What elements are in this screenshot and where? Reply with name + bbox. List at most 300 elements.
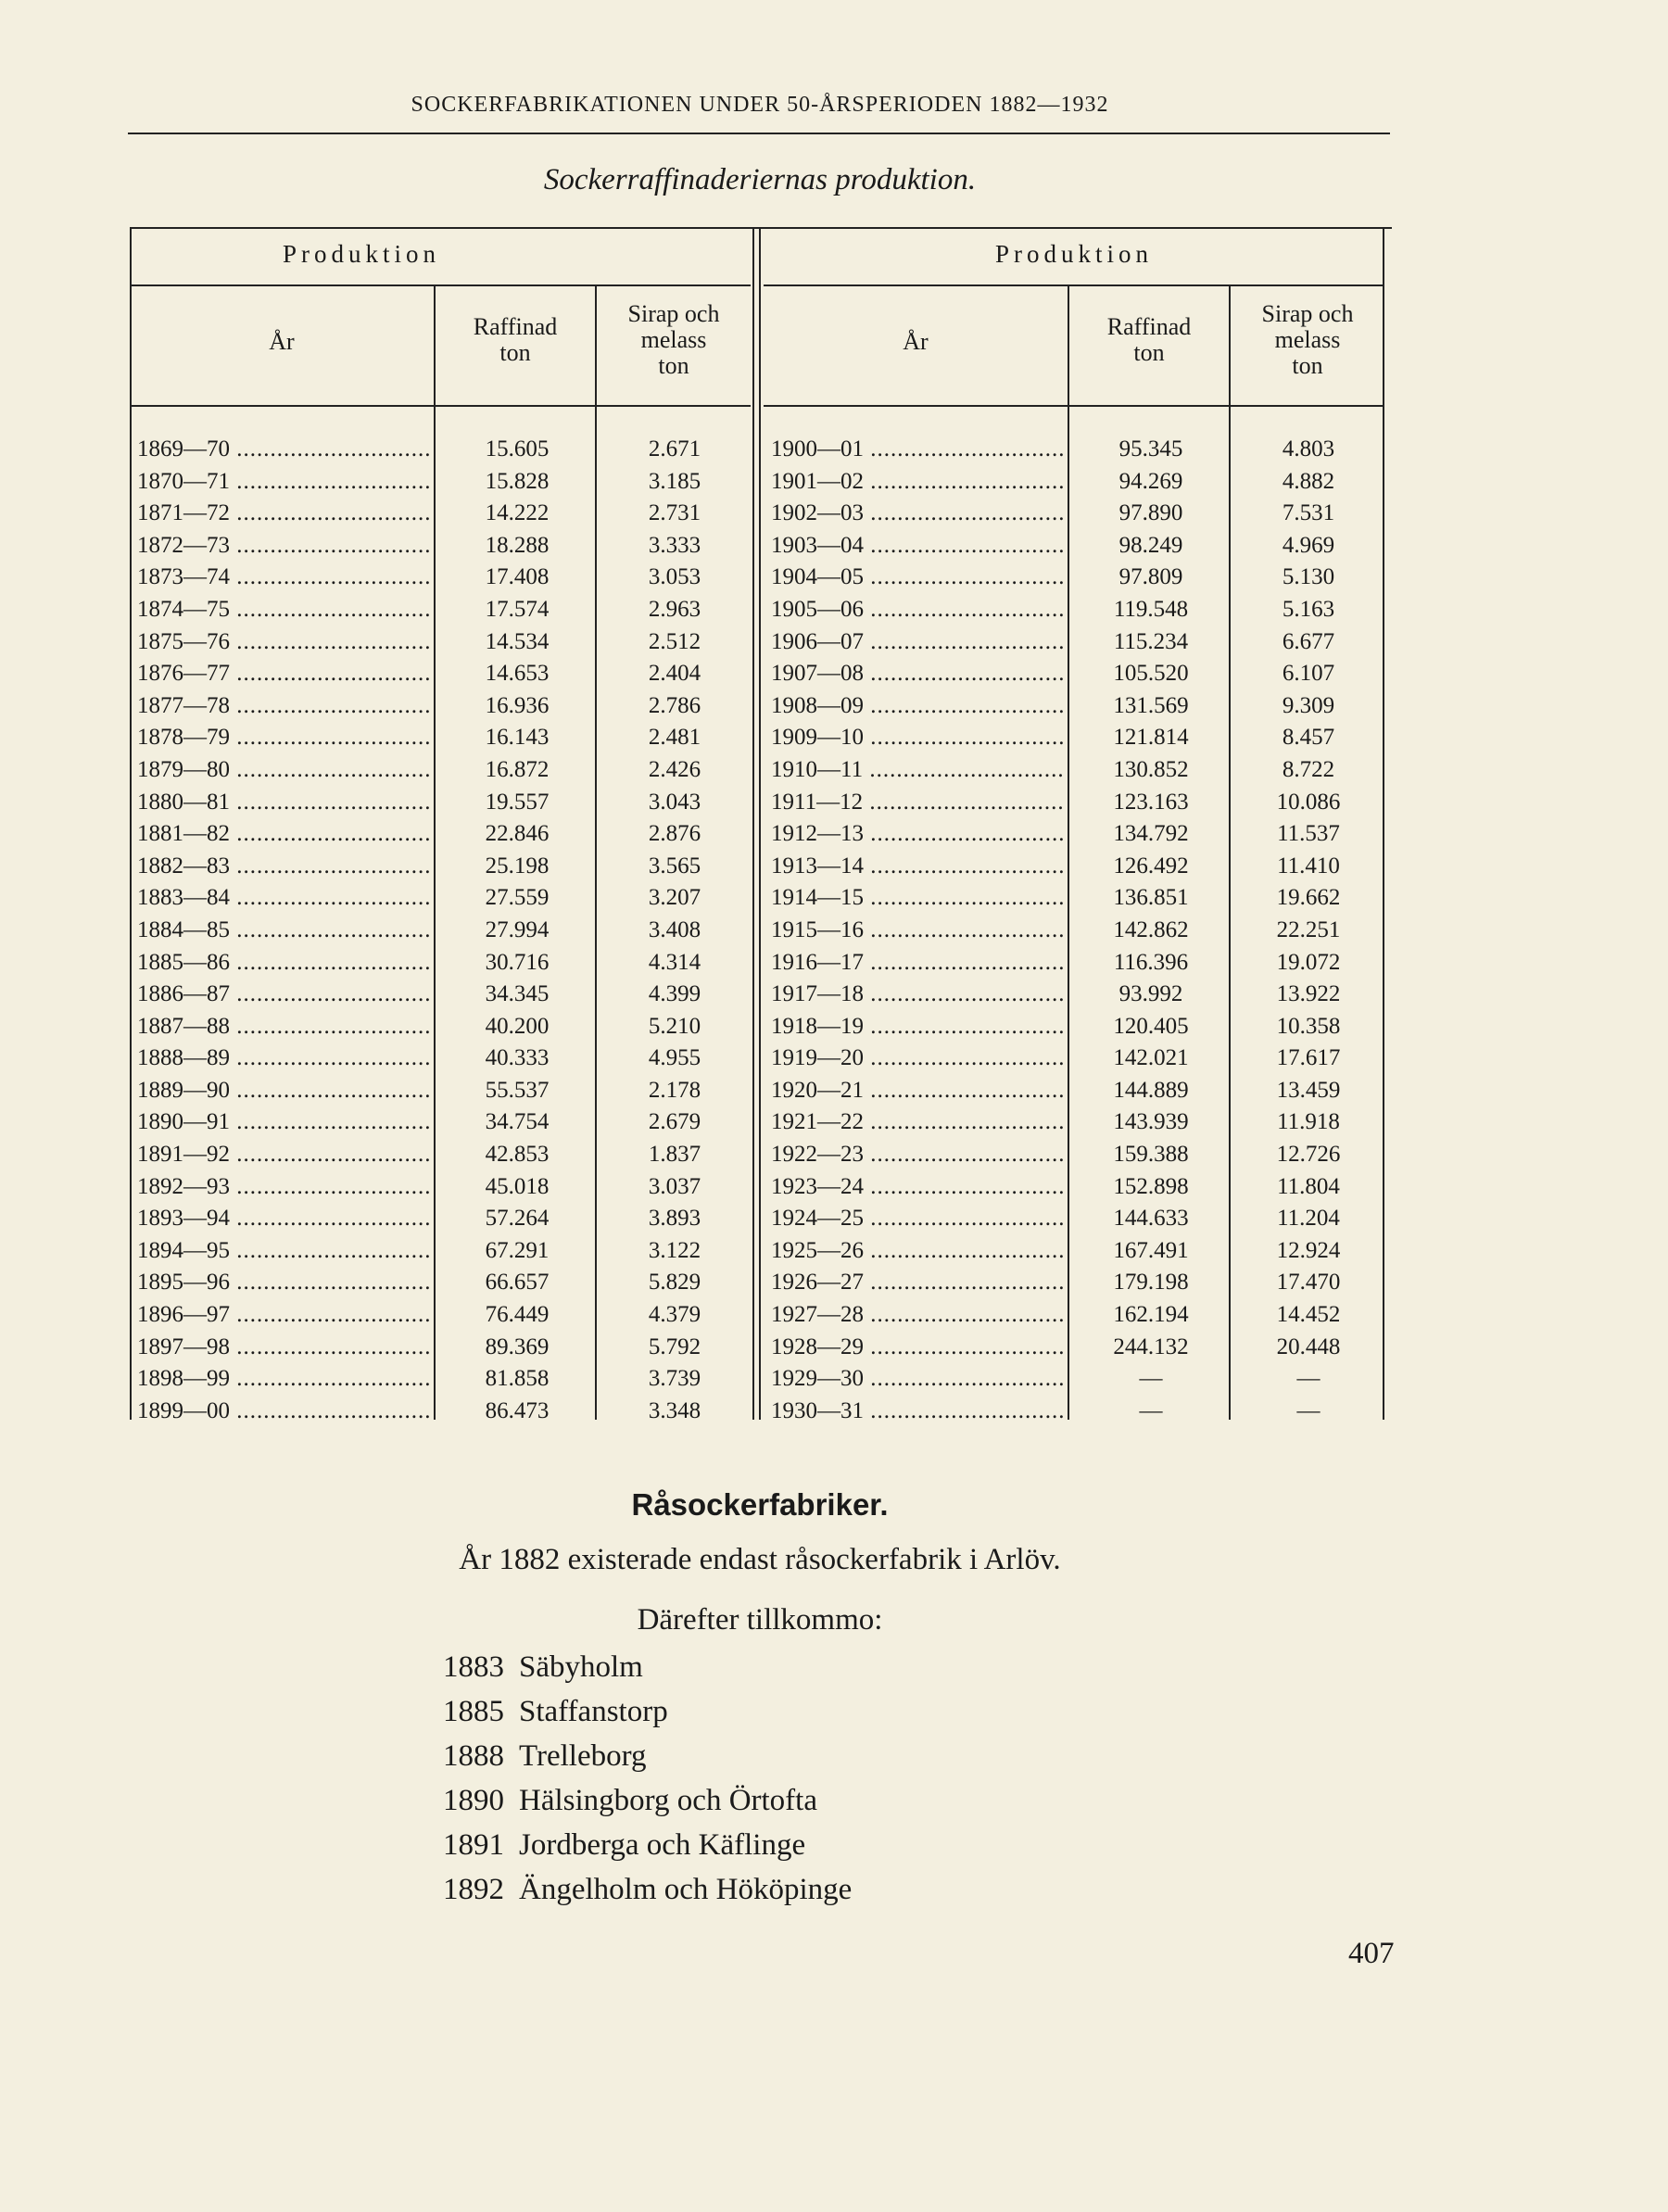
raffinad-cell: 142.021 — [1113, 1045, 1189, 1071]
table-center-rule-b — [759, 227, 761, 1420]
raffinad-cell: 67.291 — [485, 1237, 550, 1263]
sirap-cell: 17.470 — [1276, 1270, 1341, 1296]
factory-name: Ängelholm och Hököpinge — [519, 1873, 853, 1906]
table-row — [764, 1234, 1384, 1267]
right-group-rule — [764, 284, 1384, 286]
table-row — [764, 1298, 1384, 1331]
raffinad-cell: 144.889 — [1113, 1077, 1189, 1103]
table-row — [130, 1202, 751, 1234]
table-row — [764, 1331, 1384, 1363]
year-cell: 1917—18 ..... — [771, 981, 1063, 1007]
sirap-cell: 11.804 — [1277, 1173, 1340, 1199]
sirap-cell: 5.829 — [648, 1270, 701, 1296]
table-row — [764, 1010, 1384, 1043]
sirap-cell: 12.726 — [1276, 1142, 1341, 1168]
sirap-cell: 2.963 — [648, 596, 701, 622]
year-cell: 1872—73 ..... — [137, 533, 429, 559]
raffinad-cell: 116.396 — [1113, 949, 1189, 975]
table-row — [130, 721, 751, 753]
table-row — [764, 1395, 1384, 1427]
sirap-cell: 2.481 — [648, 725, 701, 751]
raffinad-cell: 42.853 — [485, 1142, 550, 1168]
sirap-cell: 11.410 — [1277, 853, 1340, 878]
sirap-cell: 3.408 — [648, 916, 701, 942]
table-row — [130, 529, 751, 562]
sirap-cell: 12.924 — [1276, 1237, 1341, 1263]
sirap-cell: — — [1296, 1366, 1320, 1392]
raffinad-cell: 55.537 — [485, 1077, 550, 1103]
year-cell: 1914—15 ..... — [771, 885, 1063, 911]
raffinad-cell: 97.890 — [1118, 500, 1183, 526]
year-cell: 1910—11 ..... — [771, 757, 1063, 783]
year-cell: 1921—22 ..... — [771, 1109, 1063, 1135]
sirap-cell: 5.130 — [1282, 564, 1335, 590]
sirap-cell: 3.739 — [648, 1366, 701, 1392]
raffinad-cell: 115.234 — [1113, 628, 1189, 654]
year-cell: 1916—17 ..... — [771, 950, 1063, 976]
table-row — [130, 946, 751, 979]
year-cell: 1879—80 ..... — [137, 757, 429, 783]
year-cell: 1928—29 ..... — [771, 1334, 1063, 1360]
year-cell: 1880—81 ..... — [137, 790, 429, 815]
left-sirap-header — [597, 301, 751, 379]
table-row — [130, 1074, 751, 1106]
sirap-cell: 4.803 — [1282, 436, 1335, 461]
year-cell: 1929—30 ..... — [771, 1366, 1063, 1392]
table-row — [130, 786, 751, 818]
table-center-rule-a — [752, 227, 754, 1420]
sirap-cell: 11.918 — [1277, 1109, 1340, 1135]
sirap-cell: — — [1296, 1397, 1320, 1423]
year-cell: 1915—16 ..... — [771, 917, 1063, 943]
factory-name: Trelleborg — [519, 1739, 647, 1773]
raffinad-cell: 45.018 — [485, 1173, 550, 1199]
year-cell: 1884—85 ..... — [137, 917, 429, 943]
sirap-cell: 3.053 — [648, 564, 701, 590]
year-cell: 1886—87 ..... — [137, 981, 429, 1007]
raffinad-cell: 95.345 — [1118, 436, 1183, 461]
year-cell: 1875—76 ..... — [137, 629, 429, 655]
table-row — [130, 1298, 751, 1331]
raffinad-cell: 40.333 — [485, 1045, 550, 1071]
table-title: Sockerraffinaderiernas produktion. — [543, 163, 977, 196]
year-cell: 1902—03 ..... — [771, 500, 1063, 526]
factory-list — [443, 1645, 1277, 1912]
year-cell: 1930—31 ..... — [771, 1398, 1063, 1424]
sirap-header-line-2: melass — [1274, 326, 1341, 353]
raffinad-cell: 15.605 — [485, 436, 550, 461]
year-cell: 1909—10 ..... — [771, 725, 1063, 751]
table-row — [764, 914, 1384, 946]
year-cell: 1908—09 ..... — [771, 693, 1063, 719]
raffinad-cell: 136.851 — [1113, 885, 1189, 911]
year-cell: 1883—84 ..... — [137, 885, 429, 911]
raffinad-cell: 120.405 — [1113, 1013, 1189, 1039]
raffinad-cell: 105.520 — [1113, 661, 1189, 687]
left-year-header: År — [269, 328, 295, 355]
sirap-cell: 4.314 — [648, 949, 701, 975]
sirap-cell: 22.251 — [1276, 916, 1341, 942]
table-row — [764, 721, 1384, 753]
raffinad-header-line: Raffinad — [473, 313, 558, 340]
year-cell: 1912—13 ..... — [771, 821, 1063, 847]
sirap-cell: 3.207 — [648, 885, 701, 911]
table-row — [130, 1266, 751, 1298]
raffinad-cell: 179.198 — [1113, 1270, 1189, 1296]
raffinad-cell: 81.858 — [485, 1366, 550, 1392]
raffinad-cell: 121.814 — [1113, 725, 1189, 751]
raffinad-cell: 22.846 — [485, 821, 550, 847]
raffinad-cell: 159.388 — [1113, 1142, 1189, 1168]
raffinad-cell: 16.872 — [485, 756, 550, 782]
raffinad-cell: 15.828 — [485, 468, 550, 494]
factory-item — [443, 1823, 1277, 1867]
sirap-cell: 13.459 — [1276, 1077, 1341, 1103]
raffinad-cell: 93.992 — [1118, 981, 1183, 1007]
raffinad-cell: 131.569 — [1113, 692, 1189, 718]
table-row — [764, 657, 1384, 689]
table-row — [764, 529, 1384, 562]
factory-year: 1883 — [443, 1650, 504, 1684]
right-year-header: År — [903, 328, 929, 355]
year-cell: 1906—07 ..... — [771, 629, 1063, 655]
table-row — [764, 850, 1384, 882]
raffinad-unit-line: ton — [1133, 339, 1165, 366]
sirap-cell: 2.876 — [648, 821, 701, 847]
factory-name: Staffanstorp — [519, 1695, 668, 1728]
right-sirap-header — [1231, 301, 1384, 379]
raffinad-cell: 57.264 — [485, 1206, 550, 1232]
sirap-cell: 3.565 — [648, 853, 701, 878]
raffinad-cell: 152.898 — [1113, 1173, 1189, 1199]
table-row — [764, 1106, 1384, 1138]
raffinad-cell: 34.754 — [485, 1109, 550, 1135]
table-row — [130, 1234, 751, 1267]
raffinad-cell: 144.633 — [1113, 1206, 1189, 1232]
table-row — [130, 1010, 751, 1043]
raffinad-cell: 40.200 — [485, 1013, 550, 1039]
table-row — [764, 1042, 1384, 1074]
year-cell: 1926—27 ..... — [771, 1270, 1063, 1296]
sirap-cell: 10.358 — [1276, 1013, 1341, 1039]
sirap-cell: 3.893 — [648, 1206, 701, 1232]
year-cell: 1882—83 ..... — [137, 853, 429, 879]
raffinad-cell: 27.994 — [485, 916, 550, 942]
raffinad-cell: 14.534 — [485, 628, 550, 654]
sirap-cell: 3.122 — [648, 1237, 701, 1263]
year-cell: 1894—95 ..... — [137, 1238, 429, 1264]
table-row — [130, 593, 751, 626]
left-production-header: Produktion — [282, 240, 440, 268]
table-row — [764, 593, 1384, 626]
sirap-cell: 19.662 — [1276, 885, 1341, 911]
raffinad-cell: 162.194 — [1113, 1302, 1189, 1328]
factory-name: Säbyholm — [519, 1650, 643, 1684]
table-left-half — [130, 227, 751, 1423]
sirap-cell: 14.452 — [1276, 1302, 1341, 1328]
raffinad-cell: 17.574 — [485, 596, 550, 622]
raffinad-cell: 76.449 — [485, 1302, 550, 1328]
year-cell: 1888—89 ..... — [137, 1045, 429, 1071]
sirap-cell: 20.448 — [1276, 1334, 1341, 1359]
year-cell: 1919—20 ..... — [771, 1045, 1063, 1071]
raffinad-cell: 16.936 — [485, 692, 550, 718]
right-data-rows — [764, 433, 1384, 1426]
sirap-cell: 5.163 — [1282, 596, 1335, 622]
table-row — [130, 881, 751, 914]
sirap-unit-line: ton — [1292, 352, 1323, 379]
sirap-cell: 9.309 — [1282, 692, 1335, 718]
sirap-cell: 5.792 — [648, 1334, 701, 1359]
factory-year: 1891 — [443, 1828, 504, 1862]
raffinad-cell: 19.557 — [485, 789, 550, 815]
factory-item — [443, 1645, 1277, 1689]
year-cell: 1893—94 ..... — [137, 1206, 429, 1232]
year-cell: 1892—93 ..... — [137, 1174, 429, 1200]
running-head: SOCKERFABRIKATIONEN UNDER 50-ÅRSPERIODEN 1882—1932 — [411, 93, 1109, 117]
raffinad-cell: 130.852 — [1113, 756, 1189, 782]
raffinad-unit-line: ton — [499, 339, 531, 366]
table-row — [130, 1138, 751, 1170]
raffinad-cell: 18.288 — [485, 532, 550, 558]
table-row — [130, 1106, 751, 1138]
table-row — [130, 626, 751, 658]
sirap-cell: 11.537 — [1277, 821, 1340, 847]
sirap-cell: 6.107 — [1282, 661, 1335, 687]
raffinad-cell: 25.198 — [485, 853, 550, 878]
year-cell: 1891—92 ..... — [137, 1142, 429, 1168]
left-group-rule — [130, 284, 751, 286]
then-text: Därefter tillkommo: — [637, 1603, 883, 1637]
raffinad-cell: 97.809 — [1118, 564, 1183, 590]
table-row — [130, 497, 751, 529]
table-row — [130, 1395, 751, 1427]
table-row — [764, 497, 1384, 529]
raffinad-header-line: Raffinad — [1106, 313, 1192, 340]
factory-item — [443, 1867, 1277, 1912]
factory-item — [443, 1689, 1277, 1734]
raffinad-cell: — — [1139, 1397, 1163, 1423]
sirap-cell: 17.617 — [1276, 1045, 1341, 1071]
right-production-header: Produktion — [994, 240, 1153, 268]
sirap-cell: 4.969 — [1282, 532, 1335, 558]
year-cell: 1904—05 ..... — [771, 564, 1063, 590]
factory-name: Jordberga och Käflinge — [519, 1828, 806, 1862]
factory-year: 1888 — [443, 1739, 504, 1773]
year-cell: 1918—19 ..... — [771, 1014, 1063, 1040]
sirap-cell: 4.955 — [648, 1045, 701, 1071]
year-cell: 1898—99 ..... — [137, 1366, 429, 1392]
sirap-cell: 2.426 — [648, 756, 701, 782]
year-cell: 1885—86 ..... — [137, 950, 429, 976]
year-cell: 1876—77 ..... — [137, 661, 429, 687]
sirap-cell: 8.722 — [1282, 756, 1335, 782]
table-row — [764, 465, 1384, 498]
raffinad-cell: 119.548 — [1113, 596, 1189, 622]
year-cell: 1897—98 ..... — [137, 1334, 429, 1360]
year-cell: 1905—06 ..... — [771, 597, 1063, 623]
sirap-cell: 4.399 — [648, 981, 701, 1007]
table-row — [130, 914, 751, 946]
year-cell: 1907—08 ..... — [771, 661, 1063, 687]
sirap-cell: 2.786 — [648, 692, 701, 718]
factory-item — [443, 1734, 1277, 1778]
raffinad-cell: 123.163 — [1113, 789, 1189, 815]
table-row — [130, 433, 751, 465]
factory-year: 1885 — [443, 1695, 504, 1728]
raffinad-cell: — — [1139, 1366, 1163, 1392]
table-row — [130, 1362, 751, 1395]
table-row — [130, 657, 751, 689]
sirap-cell: 11.204 — [1277, 1206, 1340, 1232]
table-row — [130, 465, 751, 498]
table-row — [764, 1170, 1384, 1203]
raffinad-cell: 98.249 — [1118, 532, 1183, 558]
sirap-cell: 2.679 — [648, 1109, 701, 1135]
raffinad-cell: 27.559 — [485, 885, 550, 911]
year-cell: 1889—90 ..... — [137, 1078, 429, 1104]
sirap-cell: 2.512 — [648, 628, 701, 654]
table-row — [764, 433, 1384, 465]
year-cell: 1922—23 ..... — [771, 1142, 1063, 1168]
raffinad-cell: 89.369 — [485, 1334, 550, 1359]
section-title: Råsockerfabriker. — [631, 1487, 889, 1522]
raffinad-cell: 66.657 — [485, 1270, 550, 1296]
year-cell: 1924—25 ..... — [771, 1206, 1063, 1232]
sirap-cell: 10.086 — [1276, 789, 1341, 815]
table-row — [764, 1266, 1384, 1298]
year-cell: 1903—04 ..... — [771, 533, 1063, 559]
sirap-cell: 2.178 — [648, 1077, 701, 1103]
sirap-cell: 3.043 — [648, 789, 701, 815]
sirap-cell: 19.072 — [1276, 949, 1341, 975]
year-cell: 1873—74 ..... — [137, 564, 429, 590]
factory-year: 1890 — [443, 1784, 504, 1817]
table-row — [764, 946, 1384, 979]
table-row — [764, 753, 1384, 786]
year-cell: 1869—70 ..... — [137, 436, 429, 462]
sirap-cell: 6.677 — [1282, 628, 1335, 654]
sirap-cell: 3.037 — [648, 1173, 701, 1199]
sirap-cell: 2.731 — [648, 500, 701, 526]
table-row — [764, 786, 1384, 818]
raffinad-cell: 30.716 — [485, 949, 550, 975]
table-right-half — [764, 227, 1384, 1423]
table-row — [764, 689, 1384, 722]
raffinad-cell: 86.473 — [485, 1397, 550, 1423]
year-cell: 1911—12 ..... — [771, 790, 1063, 815]
left-raffinad-header — [436, 314, 595, 366]
right-header-rule — [764, 405, 1384, 407]
sirap-unit-line: ton — [658, 352, 689, 379]
table-row — [764, 817, 1384, 850]
raffinad-cell: 94.269 — [1118, 468, 1183, 494]
raffinad-cell: 14.222 — [485, 500, 550, 526]
intro-text: År 1882 existerade endast råsockerfabrik i Arlöv. — [459, 1543, 1061, 1576]
sirap-header-line-2: melass — [640, 326, 707, 353]
table-row — [130, 753, 751, 786]
raffinad-cell: 17.408 — [485, 564, 550, 590]
table-row — [130, 1170, 751, 1203]
year-cell: 1874—75 ..... — [137, 597, 429, 623]
sirap-header-line-1: Sirap och — [627, 300, 720, 327]
year-cell: 1887—88 ..... — [137, 1014, 429, 1040]
year-cell: 1920—21 ..... — [771, 1078, 1063, 1104]
table-row — [764, 881, 1384, 914]
raffinad-cell: 143.939 — [1113, 1109, 1189, 1135]
raffinad-cell: 142.862 — [1113, 916, 1189, 942]
year-cell: 1896—97 ..... — [137, 1302, 429, 1328]
raffinad-cell: 167.491 — [1113, 1237, 1189, 1263]
table-row — [764, 561, 1384, 593]
year-cell: 1877—78 ..... — [137, 693, 429, 719]
right-raffinad-header — [1069, 314, 1229, 366]
sirap-cell: 2.404 — [648, 661, 701, 687]
year-cell: 1901—02 ..... — [771, 469, 1063, 495]
sirap-cell: 7.531 — [1282, 500, 1335, 526]
table-row — [764, 1362, 1384, 1395]
year-cell: 1927—28 ..... — [771, 1302, 1063, 1328]
raffinad-cell: 134.792 — [1113, 821, 1189, 847]
raffinad-cell: 126.492 — [1113, 853, 1189, 878]
table-row — [764, 626, 1384, 658]
sirap-cell: 1.837 — [648, 1142, 701, 1168]
table-row — [130, 1042, 751, 1074]
raffinad-cell: 244.132 — [1113, 1334, 1189, 1359]
factory-item — [443, 1778, 1277, 1823]
year-cell: 1925—26 ..... — [771, 1238, 1063, 1264]
year-cell: 1890—91 ..... — [137, 1109, 429, 1135]
sirap-cell: 4.882 — [1282, 468, 1335, 494]
table-row — [130, 1331, 751, 1363]
table-row — [764, 978, 1384, 1010]
table-row — [130, 561, 751, 593]
sirap-cell: 3.348 — [648, 1397, 701, 1423]
sirap-cell: 2.671 — [648, 436, 701, 461]
production-table — [130, 227, 1392, 1423]
year-cell: 1895—96 ..... — [137, 1270, 429, 1296]
page-number: 407 — [1348, 1937, 1395, 1970]
table-row — [130, 817, 751, 850]
sirap-cell: 5.210 — [648, 1013, 701, 1039]
sirap-cell: 13.922 — [1276, 981, 1341, 1007]
table-row — [764, 1074, 1384, 1106]
year-cell: 1913—14 ..... — [771, 853, 1063, 879]
factory-year: 1892 — [443, 1873, 504, 1906]
left-data-rows — [130, 433, 751, 1426]
table-row — [764, 1202, 1384, 1234]
year-cell: 1871—72 ..... — [137, 500, 429, 526]
table-row — [130, 689, 751, 722]
header-rule — [128, 133, 1390, 134]
raffinad-cell: 16.143 — [485, 725, 550, 751]
sirap-header-line-1: Sirap och — [1261, 300, 1354, 327]
factory-name: Hälsingborg och Örtofta — [519, 1784, 817, 1817]
year-cell: 1923—24 ..... — [771, 1174, 1063, 1200]
table-row — [130, 978, 751, 1010]
year-cell: 1899—00 ..... — [137, 1398, 429, 1424]
left-header-rule — [130, 405, 751, 407]
sirap-cell: 3.333 — [648, 532, 701, 558]
year-cell: 1881—82 ..... — [137, 821, 429, 847]
year-cell: 1878—79 ..... — [137, 725, 429, 751]
year-cell: 1870—71 ..... — [137, 469, 429, 495]
sirap-cell: 3.185 — [648, 468, 701, 494]
sirap-cell: 4.379 — [648, 1302, 701, 1328]
table-row — [130, 850, 751, 882]
raffinad-cell: 14.653 — [485, 661, 550, 687]
raffinad-cell: 34.345 — [485, 981, 550, 1007]
